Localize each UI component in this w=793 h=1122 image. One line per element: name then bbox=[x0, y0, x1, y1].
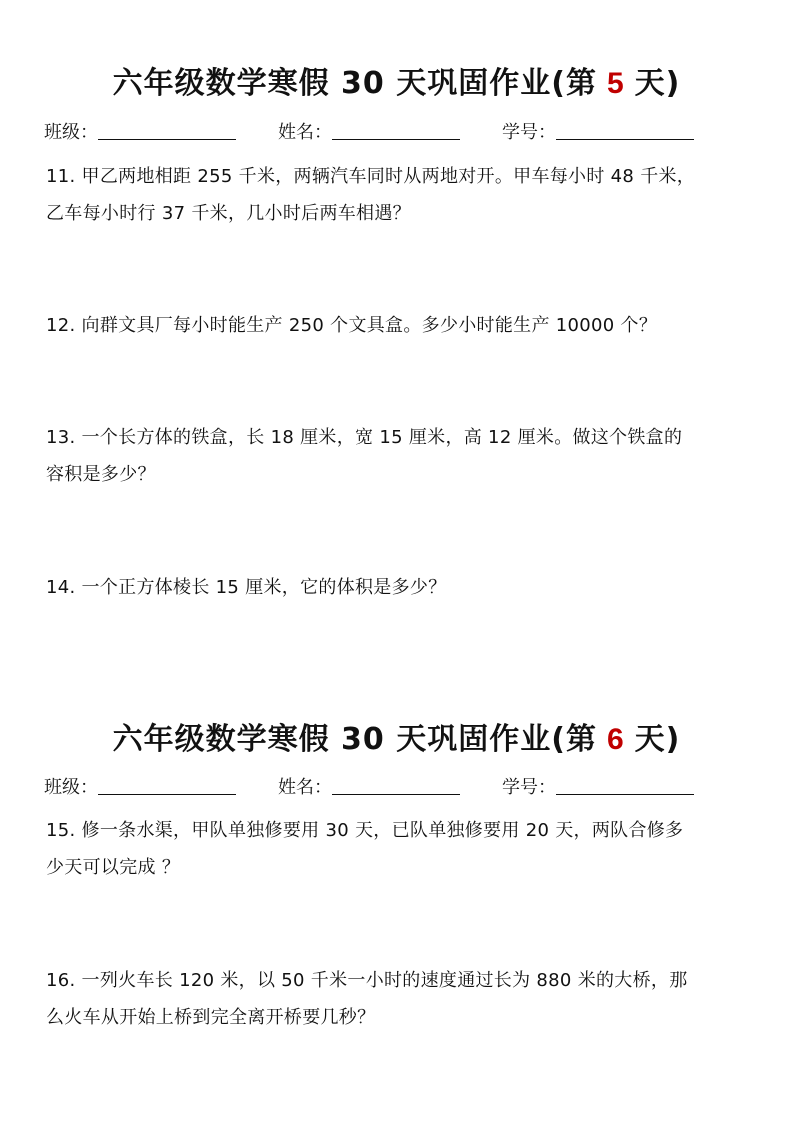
title-suffix: 天) bbox=[634, 722, 681, 757]
question-text-line: 容积是多少？ bbox=[46, 464, 156, 485]
class-field bbox=[44, 118, 236, 144]
question-text-line: 13. 一个长方体的铁盒，长 18 厘米，宽 15 厘米，高 12 厘米。做这个铁盒的 bbox=[46, 427, 683, 448]
question-16 bbox=[46, 962, 758, 1036]
question-text-line: 少天可以完成 ？ bbox=[46, 857, 181, 878]
question-text-line: 乙车每小时行 37 千米，几小时后两车相遇？ bbox=[46, 203, 411, 224]
student-info-row bbox=[44, 773, 744, 801]
name-blank-line[interactable] bbox=[332, 121, 460, 140]
question-11 bbox=[46, 158, 758, 232]
number-field bbox=[502, 118, 694, 144]
number-blank-line[interactable] bbox=[556, 121, 694, 140]
class-field bbox=[44, 773, 236, 799]
name-label: 姓名： bbox=[278, 777, 332, 798]
title-prefix: 六年级数学寒假 30 天巩固作业(第 bbox=[112, 722, 597, 757]
question-text-line: 14. 一个正方体棱长 15 厘米，它的体积是多少？ bbox=[46, 577, 447, 598]
class-label: 班级： bbox=[44, 122, 98, 143]
question-text-line: 11. 甲乙两地相距 255 千米，两辆汽车同时从两地对开。甲车每小时 48 千米， bbox=[46, 166, 696, 187]
class-label: 班级： bbox=[44, 777, 98, 798]
name-label: 姓名： bbox=[278, 122, 332, 143]
question-12 bbox=[46, 307, 758, 344]
day-number: 5 bbox=[606, 67, 625, 100]
question-text-line: 16. 一列火车长 120 米，以 50 千米一小时的速度通过长为 880 米的大桥，那 bbox=[46, 970, 688, 991]
name-blank-line[interactable] bbox=[332, 776, 460, 795]
page-title bbox=[0, 58, 793, 102]
page-title bbox=[0, 714, 793, 758]
day-number: 6 bbox=[606, 723, 625, 756]
number-blank-line[interactable] bbox=[556, 776, 694, 795]
question-text-line: 么火车从开始上桥到完全离开桥要几秒？ bbox=[46, 1007, 376, 1028]
class-blank-line[interactable] bbox=[98, 121, 236, 140]
question-13 bbox=[46, 419, 758, 493]
student-info-row bbox=[44, 118, 744, 146]
question-15 bbox=[46, 812, 758, 886]
name-field bbox=[278, 118, 460, 144]
number-label: 学号： bbox=[502, 777, 556, 798]
number-label: 学号： bbox=[502, 122, 556, 143]
title-suffix: 天) bbox=[634, 66, 681, 101]
question-text-line: 15. 修一条水渠，甲队单独修要用 30 天，已队单独修要用 20 天，两队合修多 bbox=[46, 820, 684, 841]
question-14 bbox=[46, 569, 758, 606]
number-field bbox=[502, 773, 694, 799]
class-blank-line[interactable] bbox=[98, 776, 236, 795]
title-prefix: 六年级数学寒假 30 天巩固作业(第 bbox=[112, 66, 597, 101]
name-field bbox=[278, 773, 460, 799]
question-text-line: 12. 向群文具厂每小时能生产 250 个文具盒。多少小时能生产 10000 个？ bbox=[46, 315, 658, 336]
